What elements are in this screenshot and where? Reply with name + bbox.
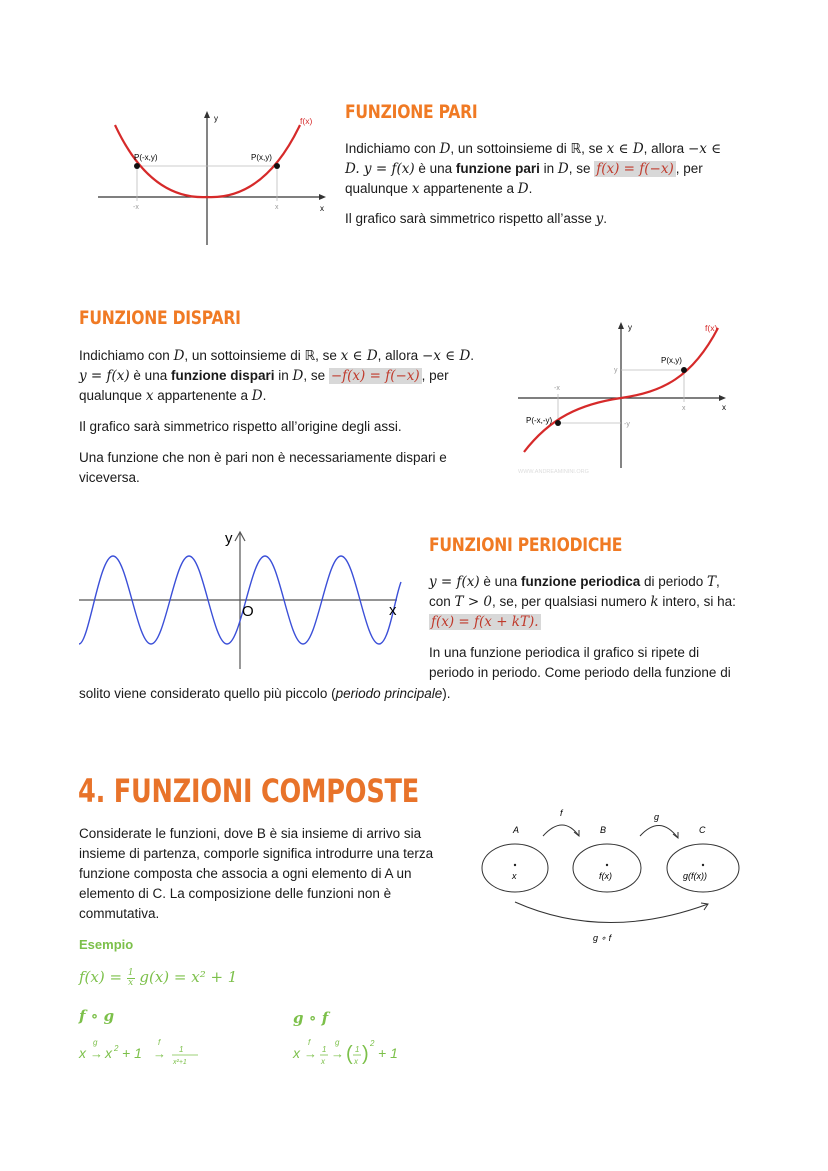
fog-composition-formula bbox=[77, 1034, 217, 1072]
svg-text:2: 2 bbox=[114, 1044, 119, 1053]
gof-label: g ∘ f bbox=[293, 1009, 329, 1027]
tick-y: y bbox=[614, 367, 618, 374]
even-definition: Indichiamo con D, un sottoinsieme di ℝ, se x ∈ D, allora −x ∈ D. y = f(x) è una funzione pari in D, se f(x) = f(−x) , per qualunque x appartenente a D. Il grafico sarà simmetrico rispetto all’asse y. bbox=[345, 141, 722, 227]
set-c-label: C bbox=[699, 825, 706, 835]
even-formula: f(x) = f(−x) bbox=[596, 161, 674, 177]
svg-text:x: x bbox=[293, 1045, 300, 1061]
section-title-even: FUNZIONE PARI bbox=[345, 101, 478, 123]
svg-text:x: x bbox=[354, 1057, 358, 1066]
tick-x: x bbox=[682, 405, 686, 412]
svg-text:f: f bbox=[158, 1038, 161, 1047]
point-right bbox=[274, 163, 280, 169]
svg-text:x: x bbox=[321, 1057, 325, 1066]
example-label: Esempio bbox=[79, 937, 134, 952]
point-left bbox=[134, 163, 140, 169]
element-x: x bbox=[512, 871, 517, 881]
watermark: WWW.ANDREAMININI.ORG bbox=[518, 469, 589, 475]
svg-text:1: 1 bbox=[179, 1045, 184, 1054]
y-axis-label: y bbox=[225, 530, 233, 547]
x-axis-label: x bbox=[389, 602, 397, 619]
svg-text:→: → bbox=[90, 1046, 103, 1061]
arrow-f bbox=[543, 825, 579, 836]
set-b-label: B bbox=[600, 825, 607, 835]
even-function-graph bbox=[90, 105, 335, 255]
set-a bbox=[482, 844, 548, 892]
x-axis-label: x bbox=[320, 204, 324, 213]
y-axis-arrow bbox=[618, 322, 624, 329]
svg-text:+ 1: + 1 bbox=[122, 1045, 142, 1061]
svg-text:x²+1: x²+1 bbox=[173, 1059, 187, 1066]
section-title-periodic: FUNZIONI PERIODICHE bbox=[429, 534, 623, 556]
curve-label: f(x) bbox=[705, 323, 718, 333]
curve-label: f(x) bbox=[300, 116, 313, 126]
svg-text:x: x bbox=[105, 1045, 112, 1061]
periodic-formula: f(x) = f(x + kT). bbox=[431, 614, 539, 630]
tick-minus-y: -y bbox=[624, 421, 630, 428]
example-definitions: f(x) = $\frac{1}{x}$ g(x) = x² + 1 bbox=[79, 967, 238, 988]
periodic-definition-tail: solito viene considerato quello più piccolo (periodo principale). bbox=[79, 686, 451, 701]
x-axis-arrow bbox=[719, 395, 726, 401]
element-dot bbox=[514, 864, 516, 866]
svg-text:x: x bbox=[79, 1045, 86, 1061]
composite-definition: Considerate le funzioni, dove B è sia insieme di arrivo sia insieme di partenza, comporle significa introdurre una terza funzione composta che associa a ogni elemento di A un elemento di C. La composizione delle funzioni non è commutativa. bbox=[79, 826, 434, 921]
element-dot bbox=[702, 864, 704, 866]
y-axis-label: y bbox=[214, 114, 218, 123]
svg-text:g: g bbox=[93, 1038, 98, 1047]
element-fx: f(x) bbox=[599, 871, 612, 881]
x-axis-label: x bbox=[722, 403, 726, 412]
point-right bbox=[681, 367, 687, 373]
svg-text:→: → bbox=[331, 1046, 344, 1061]
svg-text:+ 1: + 1 bbox=[378, 1045, 398, 1061]
svg-text:1: 1 bbox=[322, 1045, 327, 1054]
svg-text:): ) bbox=[362, 1043, 369, 1065]
arrow-composite-label: g ∘ f bbox=[593, 933, 612, 943]
svg-text:f: f bbox=[308, 1038, 311, 1047]
set-a-label: A bbox=[513, 825, 520, 835]
point-left bbox=[555, 420, 561, 426]
odd-formula: −f(x) = f(−x) bbox=[330, 368, 420, 384]
periodic-definition: y = f(x) è una funzione periodica di periodo T, con T > 0, se, per qualsiasi numero k intero, si ha: f(x) = f(x + kT). In una funzione periodica il grafico si ripete di periodo in periodo. Come periodo della funzione di bbox=[429, 574, 736, 680]
y-axis-label: y bbox=[628, 323, 632, 332]
odd-definition: Indichiamo con D, un sottoinsieme di ℝ, se x ∈ D, allora −x ∈ D. y = f(x) è una funzione dispari in D, se −f(x) = f(−x) , per qualunque x appartenente a D. Il grafico sarà simmetrico rispetto all’origine degli assi. Una funzione che non è pari non è necessariamente dispari e viceversa. bbox=[79, 348, 475, 485]
composition-diagram bbox=[475, 802, 745, 950]
tick-minus-x: -x bbox=[133, 204, 139, 211]
svg-text:→: → bbox=[304, 1046, 317, 1061]
arrow-g bbox=[640, 825, 678, 838]
arrow-g-label: g bbox=[654, 812, 660, 822]
svg-text:→: → bbox=[153, 1046, 166, 1061]
svg-text:1: 1 bbox=[355, 1045, 360, 1054]
point-left-label: P(-x,-y) bbox=[526, 416, 553, 425]
tick-minus-x: -x bbox=[554, 385, 560, 392]
section-title-odd: FUNZIONE DISPARI bbox=[79, 307, 241, 329]
element-gfx: g(f(x)) bbox=[683, 871, 707, 881]
set-b bbox=[573, 844, 641, 892]
element-dot bbox=[606, 864, 608, 866]
fog-label: f ∘ g bbox=[79, 1007, 115, 1025]
gof-composition-formula bbox=[291, 1034, 421, 1074]
svg-text:(: ( bbox=[346, 1043, 353, 1065]
x-axis-arrow bbox=[319, 194, 326, 200]
arrow-f-label: f bbox=[560, 808, 563, 818]
chapter-title: 4. FUNZIONI COMPOSTE bbox=[78, 772, 420, 810]
periodic-function-graph bbox=[75, 527, 415, 672]
point-right-label: P(x,y) bbox=[251, 153, 272, 162]
y-axis-arrow bbox=[204, 111, 210, 118]
set-c bbox=[667, 844, 739, 892]
point-left-label: P(-x,y) bbox=[134, 153, 158, 162]
odd-function-graph bbox=[510, 316, 735, 476]
tick-x: x bbox=[275, 204, 279, 211]
arrow-composite bbox=[515, 902, 708, 923]
svg-text:g: g bbox=[335, 1038, 340, 1047]
svg-text:2: 2 bbox=[370, 1039, 375, 1048]
origin-label: O bbox=[242, 603, 254, 620]
point-right-label: P(x,y) bbox=[661, 356, 682, 365]
